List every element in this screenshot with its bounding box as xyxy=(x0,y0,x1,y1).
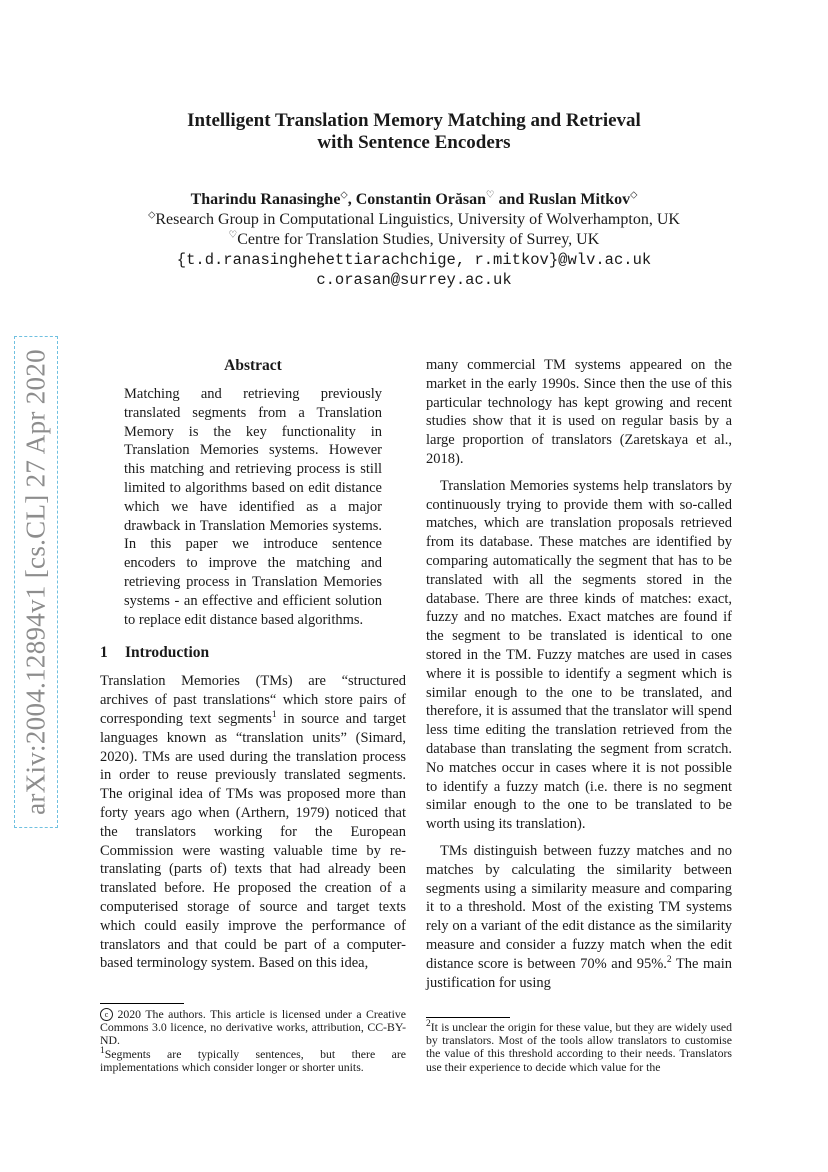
email-line-2[interactable]: c.orasan@surrey.ac.uk xyxy=(316,271,512,289)
title-line-2: with Sentence Encoders xyxy=(317,132,511,153)
copyright-icon: c xyxy=(100,1008,113,1021)
author-name: , Constantin Orăsan xyxy=(347,191,486,208)
affiliation-mark: ◇ xyxy=(148,210,156,221)
paragraph-text: TMs distinguish between fuzzy matches and no matches by calculating the similarity between segments using a similarity measure and comparing it to a threshold. Most of the existing TM systems rely on a variant of the edit distance as the similarity measure and consider a fuzzy match when the edit distance score is between 70% and 95%. xyxy=(426,842,732,972)
footnote-1 xyxy=(100,1045,406,1074)
abstract-text: Matching and retrieving previously translated segments from a Translation Memory is the key functionality in Translation Memories systems. However this matching and retrieving process is still limited to algorithms based on edit distance which we have identified as a major drawback in Translation Memories systems. In this paper we introduce sentence encoders to improve the matching and retrieving process in Translation Memories systems - an effective and efficient solution to replace edit distance based algorithms. xyxy=(124,386,382,628)
author-name: Tharindu Ranasinghe xyxy=(190,191,341,208)
arxiv-identifier: arXiv:2004.12894v1 [cs.CL] 27 Apr 2020 xyxy=(20,349,51,815)
author-list xyxy=(0,190,828,210)
intro-paragraph-2: Translation Memories systems help translators by continuously trying to provide them with so-called matches, which are translation proposals retrieved from its database. These matches are identified by comparing automatically the segment that has to be translated with all the segments stored in the database. There are three kinds of matches: exact, fuzzy and no matches. Exact matches are found if the segment to be translated is identical to one stored in the TM. Fuzzy matches are used in cases where it is possible to identify a segment which is similar enough to the one to be translated, and therefore, it is assumed that the translator will spend less time editing the translation retrieved from the database than translating the segment from scratch. No matches occur in cases where it is not possible to identify a fuzzy match (i.e. there is no segment similar enough to the one to be translated to be worth using its translation). xyxy=(426,477,732,833)
intro-paragraph-1 xyxy=(100,672,406,973)
footnote-2 xyxy=(426,1021,732,1074)
right-column xyxy=(426,356,732,992)
title-line-1: Intelligent Translation Memory Matching and Retrieval xyxy=(187,110,641,131)
footnotes-left xyxy=(100,1008,406,1074)
email-line-1[interactable]: {t.d.ranasinghehettiarachchige, r.mitkov}@wlv.ac.uk xyxy=(176,251,652,269)
affiliation-mark: ◇ xyxy=(340,190,348,201)
copyright-note xyxy=(100,1008,406,1048)
section-number: 1 xyxy=(100,644,108,662)
intro-paragraph-1-continued: many commercial TM systems appeared on the market in the early 1990s. Since then the use of this particular technology has kept growing and recent studies show that it is used on regular basis by a large proportion of translators (Zaretskaya et al., 2018). xyxy=(426,357,732,467)
paragraph-text: The main justification for using xyxy=(426,955,732,991)
footnote-ref-2[interactable]: 2 xyxy=(666,954,672,965)
affiliation-text: Research Group in Computational Linguistics, University of Wolverhampton, UK xyxy=(155,211,680,228)
affiliation-mark: ◇ xyxy=(630,190,638,201)
affiliation-mark: ♡ xyxy=(228,230,238,241)
paper-title xyxy=(0,110,828,154)
arxiv-sidebar-stamp xyxy=(14,336,58,828)
paragraph-text: Translation Memories (TMs) are “structured archives of past translations“ which store pairs of corresponding text segments xyxy=(100,673,406,727)
paragraph-text: in source and target languages known as “translation units” (Simard, 2020). TMs are used during the translation process in order to reuse previously translated segments. The original idea of TMs was proposed more than forty years ago when (Arthern, 1979) noticed that the translators working for the European Commission were wasting valuable time by re-translating (parts of) texts that had already been translated before. He proposed the creation of a computerised storage of source and target texts which could easily improve the performance of translators and that could be part of a computer-based terminology system. Based on this idea, xyxy=(100,710,406,972)
footnote-mark: 1 xyxy=(100,1045,105,1056)
section-title: Introduction xyxy=(125,644,210,662)
section-heading xyxy=(100,643,406,663)
footnotes-right xyxy=(426,1021,732,1074)
affiliation-mark: ♡ xyxy=(485,190,495,201)
copyright-text: 2020 The authors. This article is licensed under a Creative Commons 3.0 licence, no derivative works, attribution, CC-BY-ND. xyxy=(100,1007,406,1048)
affiliation-text: Centre for Translation Studies, University of Surrey, UK xyxy=(237,231,600,248)
footnote-rule xyxy=(426,1017,510,1018)
footnote-rule xyxy=(100,1003,184,1004)
abstract-heading: Abstract xyxy=(224,357,282,374)
author-name: and Ruslan Mitkov xyxy=(494,191,631,208)
footnote-text: It is unclear the origin for these value, but they are widely used by translators. Most of the tools allow translators to customise the value of this threshold according to their needs. Translators use their experience to decide which value for the xyxy=(426,1020,732,1074)
intro-paragraph-3 xyxy=(426,842,732,992)
affiliation-1 xyxy=(0,210,828,230)
left-column xyxy=(100,356,406,973)
footnote-text: Segments are typically sentences, but there are implementations which consider longer or shorter units. xyxy=(100,1046,406,1074)
footnote-mark: 2 xyxy=(426,1019,431,1030)
footnote-ref-1[interactable]: 1 xyxy=(271,710,277,721)
affiliation-2 xyxy=(0,230,828,250)
